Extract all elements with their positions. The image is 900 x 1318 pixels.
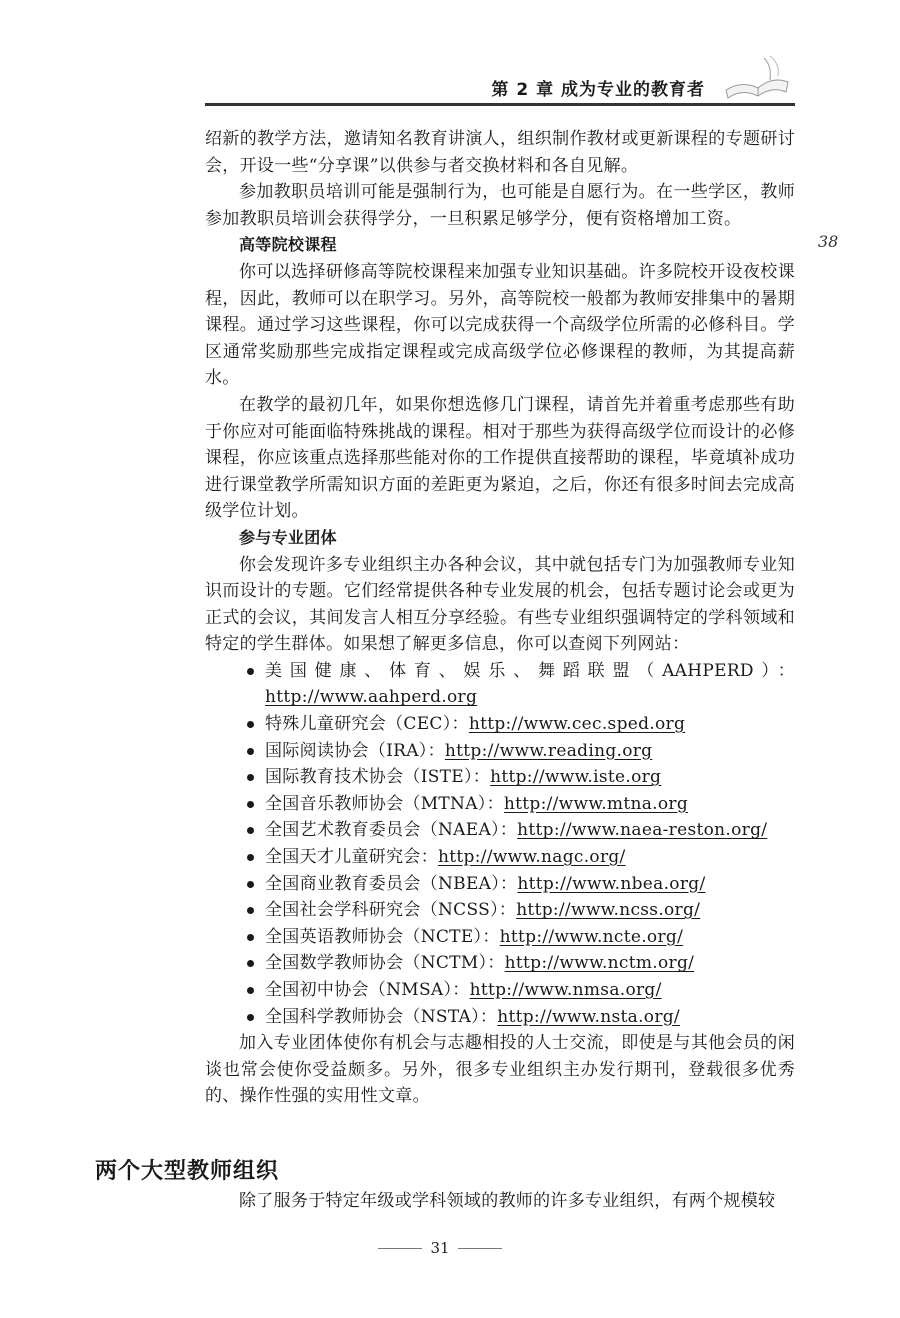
org-link[interactable]: http://www.iste.org (490, 767, 662, 788)
org-link[interactable]: http://www.aahperd.org (265, 687, 478, 708)
list-item (245, 658, 795, 711)
org-link[interactable]: http://www.naea-reston.org/ (517, 820, 768, 841)
header-rule (205, 103, 795, 106)
org-name: 全国商业教育委员会（NBEA）： (265, 873, 518, 894)
list-item (245, 711, 795, 738)
list-item (245, 924, 795, 951)
organization-list (205, 658, 795, 1030)
open-book-icon (722, 52, 792, 100)
bullet-icon (247, 668, 254, 675)
list-item (245, 871, 795, 898)
list-item (245, 950, 795, 977)
list-item (245, 977, 795, 1004)
section-intro-paragraph: 除了服务于特定年级或学科领域的教师的许多专业组织，有两个规模较 (239, 1191, 776, 1211)
org-name: 全国初中协会（NMSA）： (265, 980, 470, 1000)
list-item (245, 764, 795, 791)
list-item (245, 738, 795, 765)
org-link[interactable]: http://www.mtna.org (503, 793, 689, 814)
org-name: 全国音乐教师协会（MTNA）： (265, 793, 504, 814)
subheading-college-courses: 高等院校课程 (239, 235, 337, 255)
bullet-icon (247, 934, 254, 941)
list-item (245, 817, 795, 844)
bullet-icon (247, 827, 254, 834)
org-link[interactable]: http://www.cec.sped.org (468, 714, 686, 735)
org-name: 全国社会学科研究会（NCSS）： (265, 900, 517, 921)
org-name: 特殊儿童研究会（CEC）： (265, 714, 469, 735)
bullet-icon (247, 907, 254, 914)
bullet-icon (247, 801, 254, 808)
org-link[interactable]: http://www.reading.org (444, 740, 653, 761)
org-link[interactable]: http://www.nagc.org/ (438, 847, 626, 868)
list-item (245, 791, 795, 818)
org-link[interactable]: http://www.nbea.org/ (517, 873, 706, 894)
chapter-title: 第 2 章 成为专业的教育者 (491, 80, 705, 100)
org-name: 国际教育技术协会（ISTE）： (265, 767, 491, 788)
org-link[interactable]: http://www.nctm.org/ (504, 953, 695, 974)
bullet-icon (247, 987, 254, 994)
list-item (245, 897, 795, 924)
org-link[interactable]: http://www.ncss.org/ (516, 900, 701, 921)
org-name: 全国艺术教育委员会（NAEA）： (265, 820, 518, 841)
margin-page-number: 38 (818, 232, 839, 251)
paragraph: 绍新的教学方法，邀请知名教育讲演人，组织制作教材或更新课程的专题研讨会，开设一些“分享课”以供参与者交换材料和各自见解。 (205, 129, 795, 176)
bullet-icon (247, 1014, 254, 1021)
running-header (205, 78, 795, 102)
list-item (245, 1004, 795, 1031)
paragraph: 参加教职员培训可能是强制行为，也可能是自愿行为。在一些学区，教师参加教职员培训会获得学分，一旦积累足够学分，便有资格增加工资。 (205, 182, 795, 229)
paragraph: 在教学的最初几年，如果你想选修几门课程，请首先并着重考虑那些有助于你应对可能面临特殊挑战的课程。相对于那些为获得高级学位而设计的必修课程，你应该重点选择那些能对你的工作提供直接帮助的课程，毕竟填补成功进行课堂教学所需知识方面的差距更为紧迫，之后，你还有很多时间去完成高级学位计划。 (205, 394, 795, 522)
bullet-icon (247, 854, 254, 861)
footer-rule-left (378, 1248, 422, 1249)
paragraph: 加入专业团体使你有机会与志趣相投的人士交流，即使是与其他会员的闲谈也常会使你受益颇多。另外，很多专业组织主办发行期刊，登载很多优秀的、操作性强的实用性文章。 (205, 1033, 795, 1107)
page-footer (370, 1238, 510, 1258)
org-link[interactable]: http://www.nmsa.org/ (469, 980, 662, 1000)
paragraph: 你会发现许多专业组织主办各种会议，其中就包括专门为加强教师专业知识而设计的专题。它们经常提供各种专业发展的机会，包括专题讨论会或更为正式的会议，其间发言人相互分享经验。有些专业组织强调特定的学科领域和特定的学生群体。如果想了解更多信息，你可以查阅下列网站： (205, 554, 795, 655)
footer-rule-right (458, 1248, 502, 1249)
org-name: 全国天才儿童研究会： (265, 847, 438, 868)
org-link[interactable]: http://www.ncte.org/ (499, 926, 684, 947)
bullet-icon (247, 960, 254, 967)
org-name: 全国数学教师协会（NCTM）： (265, 953, 505, 974)
org-name: 美国健康、体育、娱乐、舞蹈联盟（AAHPERD）： (265, 660, 795, 681)
org-link[interactable]: http://www.nsta.org/ (497, 1006, 680, 1027)
org-name: 全国英语教师协会（NCTE）： (265, 926, 500, 947)
org-name: 国际阅读协会（IRA）： (265, 740, 445, 761)
list-item (245, 844, 795, 871)
bullet-icon (247, 748, 254, 755)
body-text (205, 126, 795, 1110)
bullet-icon (247, 881, 254, 888)
page-number: 31 (430, 1239, 450, 1257)
section-heading: 两个大型教师组织 (95, 1159, 280, 1184)
bullet-icon (247, 721, 254, 728)
paragraph: 你可以选择研修高等院校课程来加强专业知识基础。许多院校开设夜校课程，因此，教师可以在职学习。另外，高等院校一般都为教师安排集中的暑期课程。通过学习这些课程，你可以完成获得一个高级学位所需的必修科目。学区通常奖励那些完成指定课程或完成高级学位必修课程的教师，为其提高薪水。 (205, 261, 795, 389)
subheading-professional-groups: 参与专业团体 (239, 527, 337, 547)
bullet-icon (247, 774, 254, 781)
org-name: 全国科学教师协会（NSTA）： (265, 1006, 498, 1027)
